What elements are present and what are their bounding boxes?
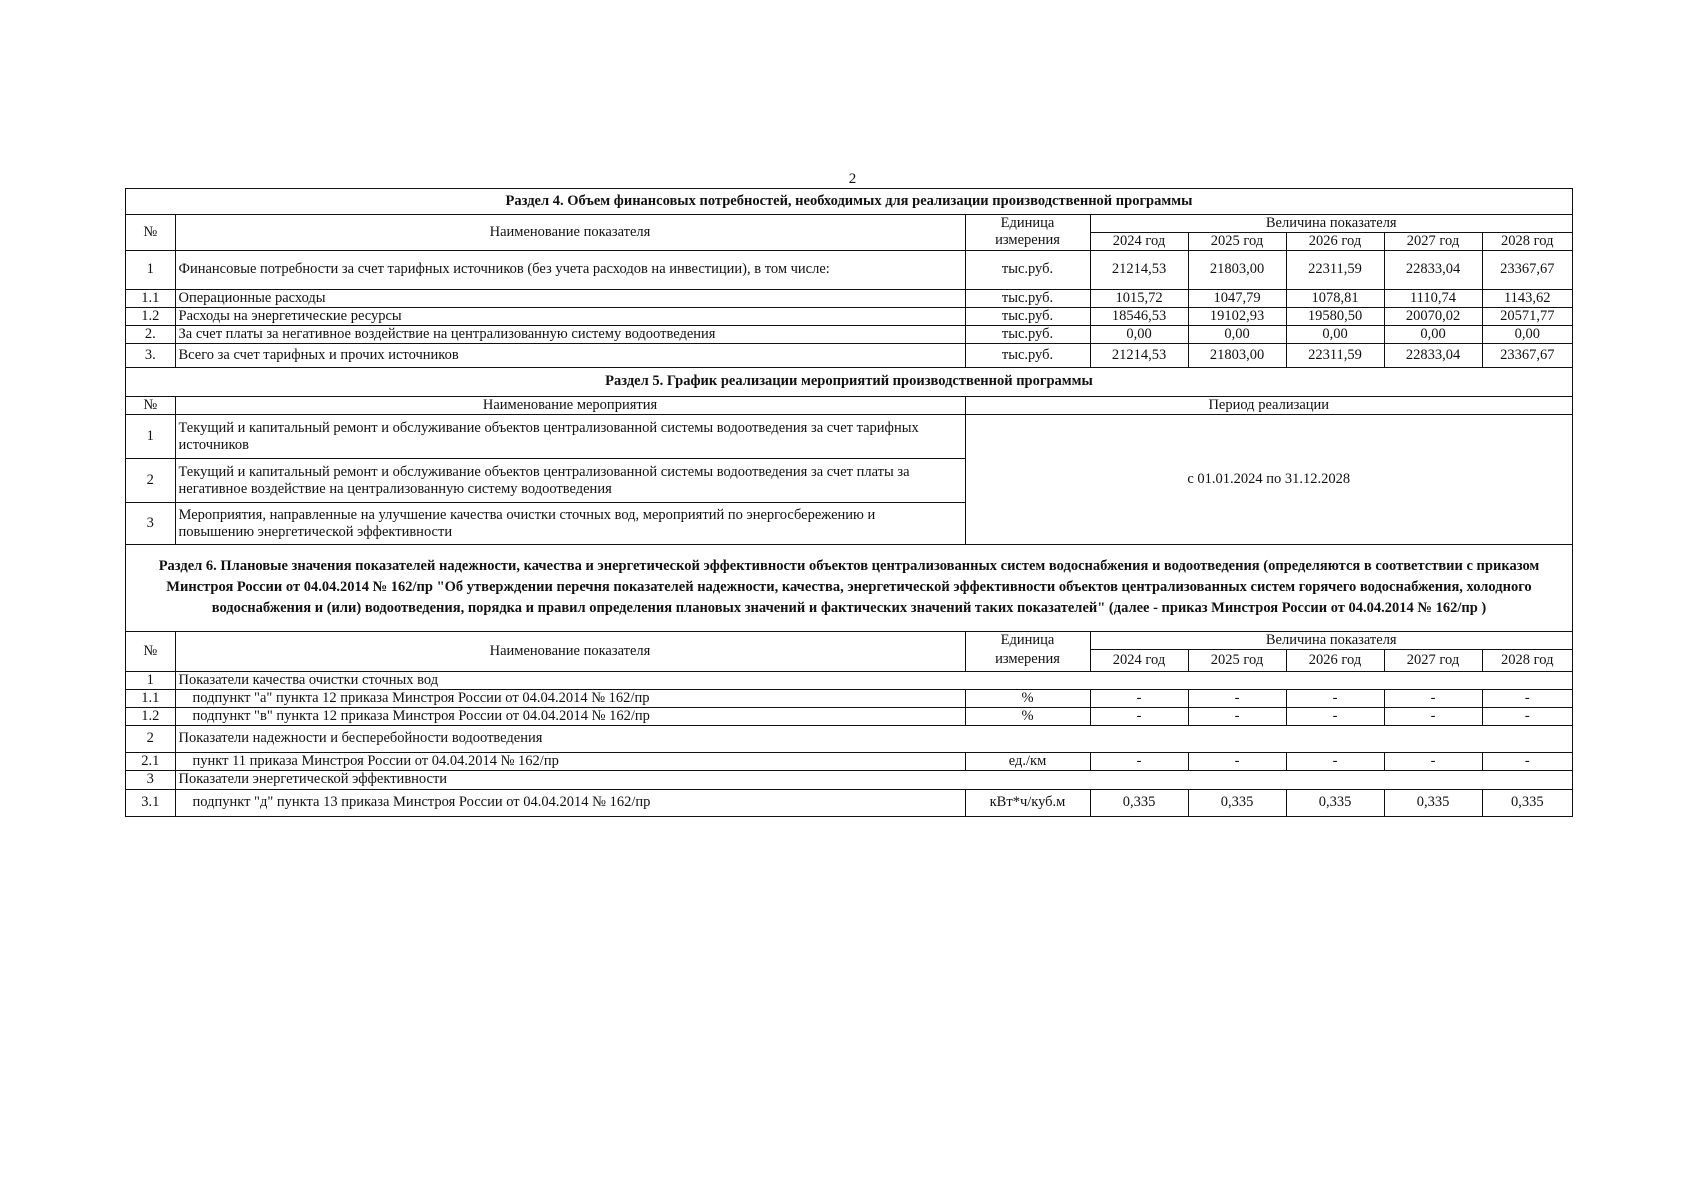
- header-num: №: [126, 631, 175, 671]
- row-value: 22311,59: [1286, 250, 1384, 289]
- row-value: -: [1482, 752, 1572, 770]
- row-value: 22833,04: [1384, 250, 1482, 289]
- row-value: 20070,02: [1384, 307, 1482, 325]
- row-value: 0,00: [1384, 325, 1482, 343]
- table-row: [126, 343, 1572, 367]
- header-year: 2026 год: [1286, 649, 1384, 671]
- document-tables: [125, 188, 1573, 817]
- row-value: -: [1384, 752, 1482, 770]
- row-value: 18546,53: [1090, 307, 1188, 325]
- row-name: Финансовые потребности за счет тарифных источников (без учета расходов на инвестиции), в том числе:: [175, 250, 965, 289]
- header-name: Наименование показателя: [175, 631, 965, 671]
- row-value: -: [1188, 689, 1286, 707]
- row-value: 0,00: [1090, 325, 1188, 343]
- row-value: -: [1090, 689, 1188, 707]
- row-value: 22833,04: [1384, 343, 1482, 367]
- row-value: 0,00: [1188, 325, 1286, 343]
- row-name: подпункт "д" пункта 13 приказа Минстроя России от 04.04.2014 № 162/пр: [175, 789, 965, 816]
- row-num: 1: [126, 671, 175, 689]
- row-name: За счет платы за негативное воздействие на централизованную систему водоотведения: [175, 325, 965, 343]
- header-year: 2024 год: [1090, 232, 1188, 250]
- row-name: Расходы на энергетические ресурсы: [175, 307, 965, 325]
- row-value: -: [1090, 752, 1188, 770]
- row-value: 0,00: [1482, 325, 1572, 343]
- row-num: 3: [126, 503, 175, 545]
- row-value: -: [1482, 707, 1572, 725]
- row-value: -: [1286, 752, 1384, 770]
- row-unit: тыс.руб.: [965, 343, 1090, 367]
- row-value: 1110,74: [1384, 289, 1482, 307]
- row-value: 21214,53: [1090, 343, 1188, 367]
- row-value: 0,335: [1482, 789, 1572, 816]
- row-value: 1015,72: [1090, 289, 1188, 307]
- row-value: 0,335: [1286, 789, 1384, 816]
- row-unit: тыс.руб.: [965, 325, 1090, 343]
- row-value: -: [1482, 689, 1572, 707]
- row-value: 22311,59: [1286, 343, 1384, 367]
- row-num: 1.2: [126, 307, 175, 325]
- table-row: [126, 707, 1572, 725]
- table-row: [126, 789, 1572, 816]
- header-num: №: [126, 397, 175, 415]
- row-value: 21803,00: [1188, 250, 1286, 289]
- row-value: 0,335: [1188, 789, 1286, 816]
- row-value: 1047,79: [1188, 289, 1286, 307]
- row-name: Текущий и капитальный ремонт и обслуживание объектов централизованной системы водоотведения за счет тарифных источников: [175, 415, 965, 459]
- row-value: 19102,93: [1188, 307, 1286, 325]
- page-number: 2: [848, 171, 857, 187]
- header-value: Величина показателя: [1090, 631, 1572, 649]
- section-5-title: Раздел 5. График реализации мероприятий производственной программы: [126, 368, 1572, 397]
- row-value: -: [1188, 752, 1286, 770]
- section-6-table: [126, 545, 1572, 816]
- header-year: 2027 год: [1384, 232, 1482, 250]
- row-value: 0,335: [1090, 789, 1188, 816]
- section-4-table: [126, 189, 1572, 368]
- row-name: Операционные расходы: [175, 289, 965, 307]
- row-unit: тыс.руб.: [965, 289, 1090, 307]
- table-row: [126, 307, 1572, 325]
- table-row: [126, 250, 1572, 289]
- table-row: [126, 689, 1572, 707]
- header-num: №: [126, 214, 175, 250]
- header-year: 2027 год: [1384, 649, 1482, 671]
- row-num: 1.1: [126, 289, 175, 307]
- row-name: подпункт "в" пункта 12 приказа Минстроя России от 04.04.2014 № 162/пр: [175, 707, 965, 725]
- row-num: 2: [126, 725, 175, 752]
- period-cell: с 01.01.2024 по 31.12.2028: [965, 415, 1572, 545]
- row-value: 1078,81: [1286, 289, 1384, 307]
- row-value: 23367,67: [1482, 250, 1572, 289]
- header-year: 2028 год: [1482, 649, 1572, 671]
- row-unit: %: [965, 707, 1090, 725]
- group-title: Показатели надежности и бесперебойности водоотведения: [175, 725, 1572, 752]
- row-value: -: [1090, 707, 1188, 725]
- row-value: 21803,00: [1188, 343, 1286, 367]
- table-row: [126, 752, 1572, 770]
- row-name: Текущий и капитальный ремонт и обслуживание объектов централизованной системы водоотведения за счет платы за негативное воздействие на централизованную систему водоотведения: [175, 459, 965, 503]
- table-row: [126, 289, 1572, 307]
- row-num: 1: [126, 415, 175, 459]
- row-unit: %: [965, 689, 1090, 707]
- row-name: Всего за счет тарифных и прочих источников: [175, 343, 965, 367]
- header-unit-line2: измерения: [965, 232, 1090, 250]
- header-year: 2025 год: [1188, 232, 1286, 250]
- row-value: 23367,67: [1482, 343, 1572, 367]
- row-value: 21214,53: [1090, 250, 1188, 289]
- table-row: [126, 415, 1572, 459]
- row-value: -: [1384, 707, 1482, 725]
- header-name: Наименование показателя: [175, 214, 965, 250]
- section-5-table: [126, 368, 1572, 546]
- row-num: 3: [126, 770, 175, 789]
- header-unit-line1: Единица: [965, 214, 1090, 232]
- row-name: Мероприятия, направленные на улучшение качества очистки сточных вод, мероприятий по энергосбережению и повышению энергетической эффективности: [175, 503, 965, 545]
- row-value: 1143,62: [1482, 289, 1572, 307]
- row-num: 2.: [126, 325, 175, 343]
- table-row: [126, 671, 1572, 689]
- row-value: 19580,50: [1286, 307, 1384, 325]
- section-6-title: Раздел 6. Плановые значения показателей надежности, качества и энергетической эффективности объектов централизованных систем водоснабжения и водоотведения (определяются в соответствии с приказом Минстроя России от 04.04.2014 № 162/пр "Об утверждении перечня показателей надежности, качества, энергетической эффективности объектов централизованных систем горячего водоснабжения, холодного водоснабжения и (или) водоотведения, порядка и правил определения плановых значений и фактических значений таких показателей" (далее - приказ Минстроя России от 04.04.2014 № 162/пр ): [126, 545, 1572, 631]
- row-unit: тыс.руб.: [965, 250, 1090, 289]
- row-num: 1: [126, 250, 175, 289]
- row-num: 2: [126, 459, 175, 503]
- row-value: -: [1384, 689, 1482, 707]
- header-unit-line2: измерения: [965, 649, 1090, 671]
- header-period: Период реализации: [965, 397, 1572, 415]
- group-title: Показатели энергетической эффективности: [175, 770, 1572, 789]
- row-num: 1.2: [126, 707, 175, 725]
- header-unit-line1: Единица: [965, 631, 1090, 649]
- header-year: 2024 год: [1090, 649, 1188, 671]
- row-num: 1.1: [126, 689, 175, 707]
- row-value: 0,00: [1286, 325, 1384, 343]
- section-4-title: Раздел 4. Объем финансовых потребностей, необходимых для реализации производственной программы: [126, 189, 1572, 214]
- table-row: [126, 725, 1572, 752]
- row-value: -: [1286, 689, 1384, 707]
- row-num: 3.: [126, 343, 175, 367]
- table-row: [126, 325, 1572, 343]
- row-unit: кВт*ч/куб.м: [965, 789, 1090, 816]
- row-value: 20571,77: [1482, 307, 1572, 325]
- table-row: [126, 770, 1572, 789]
- header-name: Наименование мероприятия: [175, 397, 965, 415]
- group-title: Показатели качества очистки сточных вод: [175, 671, 1572, 689]
- row-name: подпункт "а" пункта 12 приказа Минстроя России от 04.04.2014 № 162/пр: [175, 689, 965, 707]
- row-num: 2.1: [126, 752, 175, 770]
- header-year: 2028 год: [1482, 232, 1572, 250]
- header-year: 2025 год: [1188, 649, 1286, 671]
- row-value: -: [1286, 707, 1384, 725]
- header-value: Величина показателя: [1090, 214, 1572, 232]
- row-unit: тыс.руб.: [965, 307, 1090, 325]
- header-year: 2026 год: [1286, 232, 1384, 250]
- row-unit: ед./км: [965, 752, 1090, 770]
- row-value: 0,335: [1384, 789, 1482, 816]
- row-num: 3.1: [126, 789, 175, 816]
- row-name: пункт 11 приказа Минстроя России от 04.04.2014 № 162/пр: [175, 752, 965, 770]
- row-value: -: [1188, 707, 1286, 725]
